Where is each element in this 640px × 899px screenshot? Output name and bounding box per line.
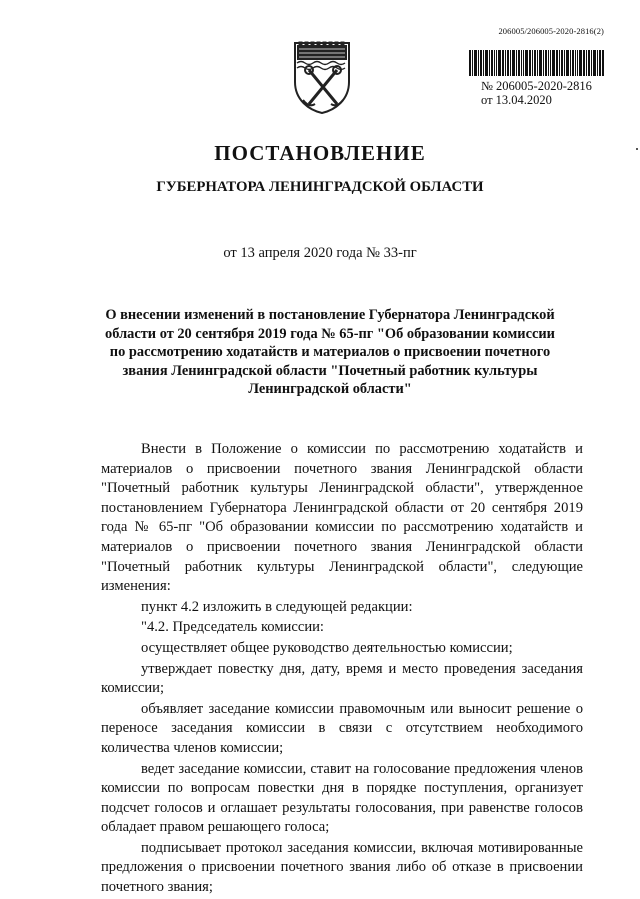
registration-info — [481, 79, 592, 107]
paragraph: объявляет заседание комиссии правомочным или выносит решение о переносе заседания комиссии в связи с отсутствием необходимого количества членов комиссии; — [101, 700, 583, 756]
paragraph: Внести в Положение о комиссии по рассмотрению ходатайств и материалов о присвоении почетного звания Ленинградской области "Почетный работник культуры Ленинградской области", утвержденное постановлением Губернатора Ленинградской области от 20 сентября 2019 года № 65-пг "Об образовании комиссии по рассмотрению ходатайств и материалов о присвоении почетного звания Ленинградской области "Почетный работник культуры Ленинградской области", следующие изменения: — [101, 441, 583, 595]
document-subtitle: ГУБЕРНАТОРА ЛЕНИНГРАДСКОЙ ОБЛАСТИ — [156, 179, 484, 195]
decree-date-number: от 13 апреля 2020 года № 33-пг — [223, 245, 417, 261]
coat-of-arms-emblem — [291, 40, 353, 114]
document-title: ПОСТАНОВЛЕНИЕ — [214, 141, 426, 165]
paragraph: осуществляет общее руководство деятельностью комиссии; — [141, 639, 513, 656]
paragraph: пункт 4.2 изложить в следующей редакции: — [141, 598, 413, 615]
paragraph: "4.2. Председатель комиссии: — [141, 619, 324, 636]
document-code: 206005/206005-2020-2816(2) — [498, 26, 604, 36]
registration-number: № 206005-2020-2816 — [481, 79, 592, 93]
paragraph: ведет заседание комиссии, ставит на голосование предложения членов комиссии по вопросам повестки дня в порядке поступления, организует подсчет голосов и оглашает результаты голосования, при равенстве голосов обладает правом решающего голоса; — [101, 760, 583, 836]
paragraph: подписывает протокол заседания комиссии, включая мотивированные предложения о присвоении почетного звания либо об отказе в присвоении почетного звания; — [101, 839, 583, 896]
registration-date: от 13.04.2020 — [481, 93, 552, 107]
decree-heading: О внесении изменений в постановление Губернатора Ленинградской области от 20 сентября 2019 года № 65-пг "Об образовании комиссии по рассмотрению ходатайств и материалов о присвоении почетного звания Ленинградской области "Почетный работник культуры Ленинградской области" — [105, 307, 555, 397]
margin-mark — [636, 148, 638, 150]
decree-body — [101, 440, 583, 898]
barcode — [469, 50, 605, 82]
paragraph: утверждает повестку дня, дату, время и место проведения заседания комиссии; — [101, 660, 583, 697]
